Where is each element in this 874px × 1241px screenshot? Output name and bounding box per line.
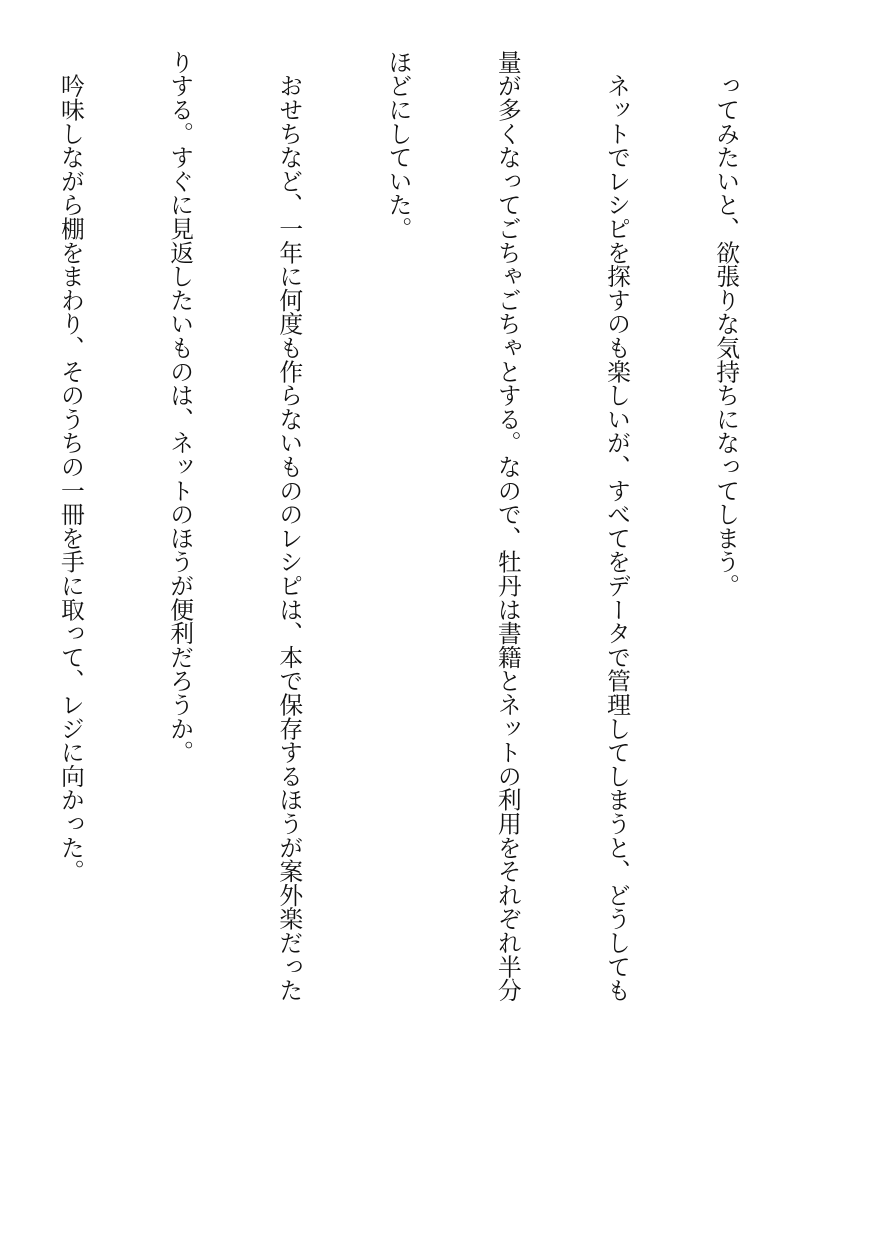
text-column-5: おせちなど、一年に何度も作らないもののレシピは、本で保存するほうが案外楽だった bbox=[275, 50, 304, 1002]
vertical-text-body bbox=[0, 50, 817, 1200]
text-column-3: 量が多くなってごちゃごちゃとする。なので、牡丹は書籍とネットの利用をそれぞれ半分 bbox=[493, 50, 522, 1002]
text-column-2: ネットでレシピを探すのも楽しいが、すべてをデータで管理してしまうと、どうしても bbox=[602, 50, 631, 1002]
text-column-7: 吟味しながら棚をまわり、そのうちの一冊を手に取って、レジに向かった。 bbox=[56, 50, 85, 883]
text-column-4: ほどにしていた。 bbox=[384, 50, 413, 241]
text-column-6: りする。すぐに見返したいものは、ネットのほうが便利だろうか。 bbox=[166, 50, 195, 764]
text-column-1: ってみたいと、欲張りな気持ちになってしまう。 bbox=[712, 50, 741, 598]
